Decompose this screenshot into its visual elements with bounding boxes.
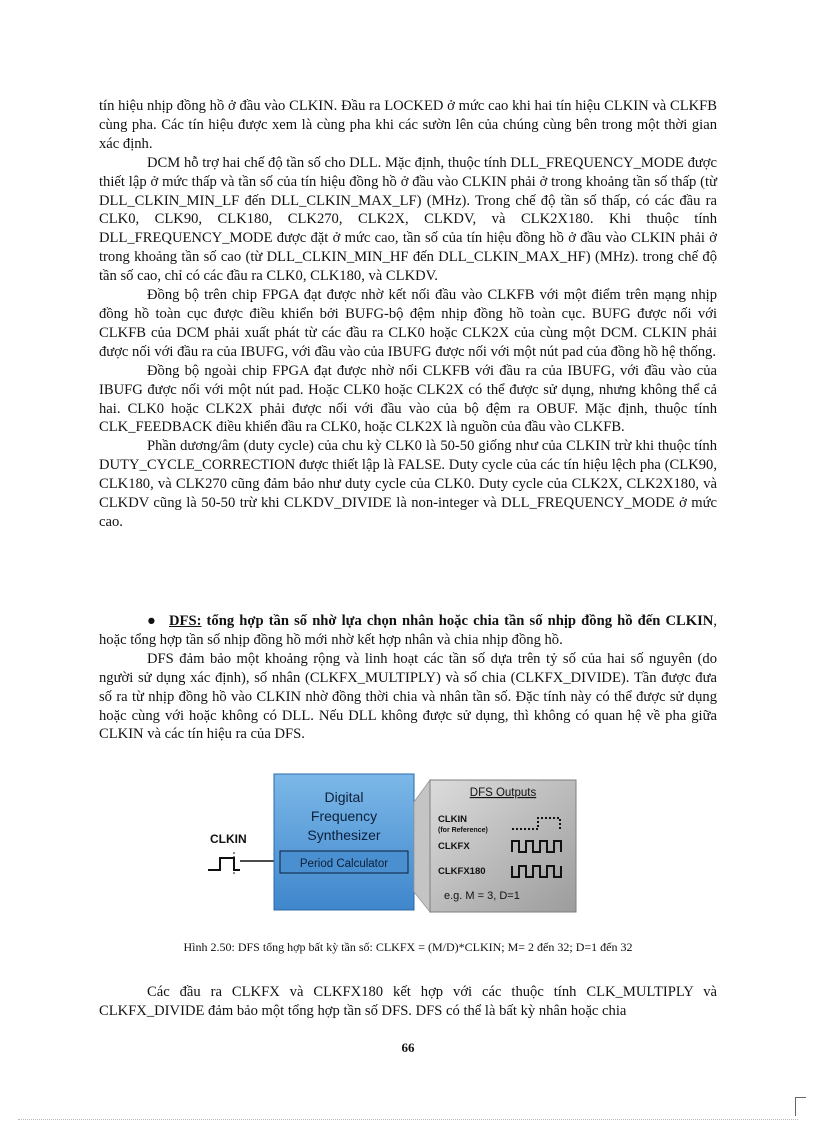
paragraph-last: Các đầu ra CLKFX và CLKFX180 kết hợp với các thuộc tính CLK_MULTIPLY và CLKFX_DIVIDE đảm bảo một tổng hợp tần số DFS. DFS có thể là bất kỳ nhân hoặc chia	[99, 984, 717, 1019]
callout-connector	[414, 780, 430, 912]
page-bottom-divider	[18, 1119, 798, 1120]
paragraph-5: Phần dương/âm (duty cycle) của chu kỳ CLK0 là 50-50 giống như của CLKIN trừ khi thuộc tính DUTY_CYCLE_CORRECTION được thiết lập là FALSE. Duty cycle của các tín hiệu lệch pha (CLK90, CLK180, và CLK270 cũng đảm bảo như duty cycle của CLK0. Duty cycle của CLK2X, CLK2X180, và CLKDV cũng là 50-50 trừ khi CLKDV_DIVIDE là non-integer và DLL_FREQUENCY_MODE ở mức cao.	[99, 438, 717, 530]
period-calculator-label: Period Calculator	[299, 858, 389, 870]
dfs-outputs-title: DFS Outputs	[469, 787, 537, 799]
paragraph-3: Đồng bộ trên chip FPGA đạt được nhờ kết nối đầu vào CLKFB với một điểm trên mạng nhịp đồng hồ toàn cục được điều khiển bởi BUFG-bộ đệm nhịp đồng hồ toàn cục. BUFG được nối với CLKFB của DCM phải xuất phát từ các đầu ra CLK0 hoặc CLK2X của cùng một DCM. CLKIN phải được nối với đầu ra của IBUFG, với đầu vào của IBUFG được nối với một nút pad của đồng hồ hệ thống.	[99, 287, 717, 360]
out-clkin-label: CLKIN	[438, 814, 468, 825]
page-number: 66	[401, 1040, 415, 1055]
page-corner-mark	[795, 1097, 806, 1116]
dfs-block-title-1: Digital	[324, 789, 364, 805]
dfs-block-title-3: Synthesizer	[307, 827, 381, 843]
out-clkfx-label: CLKFX	[438, 841, 470, 852]
clkin-waveform	[208, 858, 240, 870]
bullet-icon: ●	[147, 613, 156, 629]
bullet-section	[99, 612, 717, 744]
figure-caption: Hình 2.50: DFS tổng hợp bất kỳ tần số: CLKFX = (M/D)*CLKIN; M= 2 đến 32; D=1 đến 32	[183, 940, 633, 954]
out-clkfx180-label: CLKFX180	[438, 866, 486, 877]
bullet-bold-text: tổng hợp tần số nhờ lựa chọn nhân hoặc chia tần số nhịp đồng hồ đến CLKIN	[201, 613, 714, 629]
dfs-block-title-2: Frequency	[310, 808, 378, 824]
out-clkin-sublabel: (for Reference)	[438, 827, 488, 834]
paragraph-2: DCM hỗ trợ hai chế độ tần số cho DLL. Mặc định, thuộc tính DLL_FREQUENCY_MODE được thiết lập ở mức thấp và tần số của tín hiệu đồng hồ ở đầu vào CLKIN phải ở trong khoảng tần số thấp (từ DLL_CLKIN_MIN_LF đến DLL_CLKIN_MAX_LF) (MHz). Trong chế độ tần số thấp, có các đầu ra CLK0, CLK90, CLK180, CLK270, CLK2X, CLKDV, và CLK2X180. Khi thuộc tính DLL_FREQUENCY_MODE được đặt ở mức cao, tần số của tín hiệu đồng hồ ở đầu vào CLKIN phải ở trong khoảng tần số cao (từ DLL_CLKIN_MIN_HF đến DLL_CLKIN_MAX_HF) (MHz). trong chế độ tần số cao, chỉ có các đầu ra CLK0, CLK180, và CLKDV.	[99, 154, 717, 285]
bullet-rest-text: , hoặc tổng hợp tần số nhịp đồng hồ mới nhờ kết hợp nhân và chia nhịp đồng hồ.	[99, 613, 717, 648]
paragraph-dfs: DFS đảm bảo một khoảng rộng và linh hoạt các tần số dựa trên tỷ số của hai số nguyên (do người sử dụng xác định), số nhân (CLKFX_MULTIPLY) và số chia (CLKFX_DIVIDE). Tần được đưa số ra từ nhịp đồng hồ vào CLKIN nhờ đồng thời chia và nhân tần số. Đặc tính này có thể được sử dụng hoặc cùng với hoặc không có DLL. Nếu DLL không được sử dụng, thì không có quan hệ về pha giữa CLKIN và các tín hiệu ra của DFS.	[99, 650, 717, 743]
paragraph-1: tín hiệu nhịp đồng hồ ở đầu vào CLKIN. Đầu ra LOCKED ở mức cao khi hai tín hiệu CLKIN và CLKFB cùng pha. Các tín hiệu được xem là cùng pha khi các sườn lên của chúng cùng bên trong một thời gian xác định.	[99, 98, 717, 152]
dfs-figure	[208, 772, 580, 930]
bullet-item	[99, 612, 717, 650]
paragraph-4: Đồng bộ ngoài chip FPGA đạt được nhờ nối CLKFB với đầu ra của IBUFG, với đầu vào của IBUFG được nối với một nút pad. Hoặc CLK0 hoặc CLK2X có thể được sử dụng, nhưng không thể cả hai. CLK0 hoặc CLK2X phải được nối với đầu vào của bộ đệm ra OBUF. Mặc định, thuộc tính CLK_FEEDBACK điều khiển đầu ra CLK0, hoặc CLK2X là nguồn của đầu vào CLKFB.	[99, 362, 717, 436]
body-text-top	[99, 97, 717, 532]
bullet-term: DFS:	[169, 613, 202, 629]
example-text: e.g. M = 3, D=1	[444, 890, 520, 902]
clkin-input-label: CLKIN	[210, 832, 247, 846]
